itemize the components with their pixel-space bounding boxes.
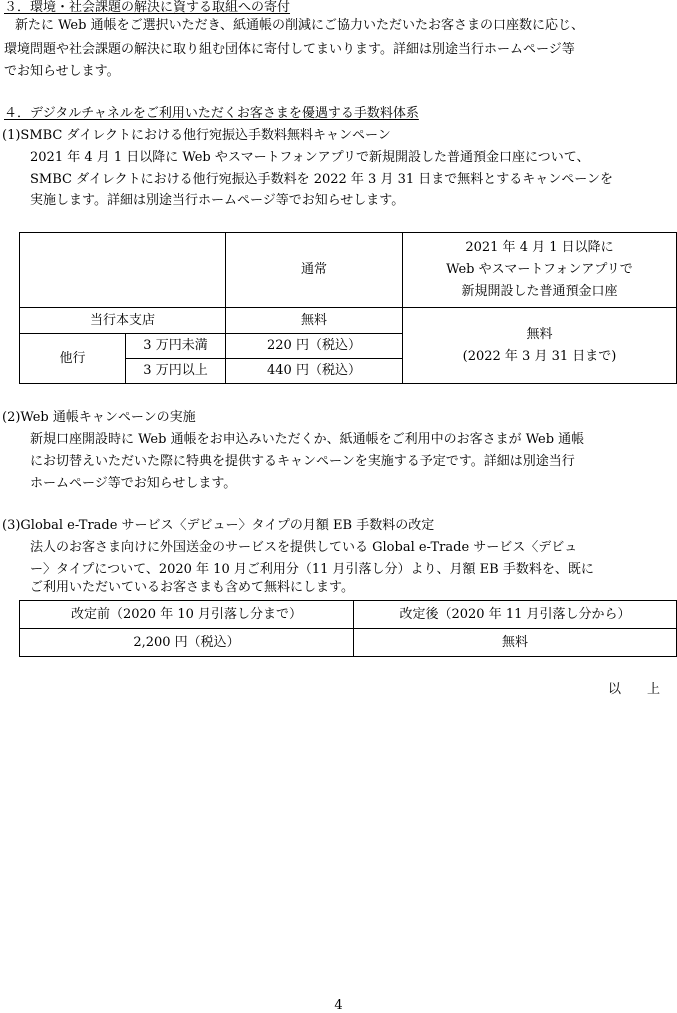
after-revision-value: 無料 [354,629,677,657]
sub1-paragraph-line-3: 実施します。詳細は別途当行ホームページ等でお知らせします。 [30,193,405,208]
sub1-paragraph-line-1: 2021 年 4 月 1 日以降に Web やスマートフォンアプリで新規開設した普通預金口座について、 [30,150,590,165]
section3-heading: ３．環境・社会課題の解決に資する取組への寄付 [4,0,291,15]
header-new-line-1: 2021 年 4 月 1 日以降に [465,240,614,255]
sub3-heading: (3)Global e-Trade サービス〈デビュー〉タイプの月額 EB 手数料の改定 [2,518,435,533]
eb-fee-table [19,600,677,657]
header-new-line-2: Web やスマートフォンアプリで [446,262,633,277]
section3-paragraph-line-1: 新たに Web 通帳をご選択いただき、紙通帳の削減にご協力いただいたお客さまの口座数に応じ、 [15,18,585,33]
section3-paragraph-line-3: でお知らせします。 [4,64,120,79]
table-corner-cell [20,233,226,308]
sub2-heading: (2)Web 通帳キャンペーンの実施 [2,410,196,425]
transfer-fee-table [19,232,677,384]
sub3-paragraph-line-1: 法人のお客さま向けに外国送金のサービスを提供している Global e-Trade サービス〈デビュ [30,540,578,555]
page-number: 4 [334,998,343,1013]
over-30k-fee: 440 円（税込） [226,359,403,384]
sub3-paragraph-line-3: ご利用いただいているお客さまも含めて無料にします。 [30,580,354,595]
sub1-heading: (1)SMBC ダイレクトにおける他行宛振込手数料無料キャンペーン [2,128,391,143]
campaign-fee-cell [403,308,677,384]
section3-paragraph-line-2: 環境問題や社会課題の解決に取り組む団体に寄付してまいります。詳細は別途当行ホームページ等 [4,42,575,57]
row-own-bank-fee: 無料 [226,308,403,334]
before-revision-header: 改定前（2020 年 10 月引落し分まで） [20,601,354,629]
over-30k-label: 3 万円以上 [126,359,226,384]
sub1-paragraph-line-2: SMBC ダイレクトにおける他行宛振込手数料を 2022 年 3 月 31 日まで無料とするキャンペーンを [30,172,614,187]
row-own-bank: 当行本支店 [20,308,226,334]
sub2-paragraph-line-1: 新規口座開設時に Web 通帳をお申込みいただくか、紙通帳をご利用中のお客さまが Web 通帳 [30,432,585,447]
under-30k-label: 3 万円未満 [126,334,226,359]
closing-text: 以 上 [608,682,661,697]
section4-heading: ４．デジタルチャネルをご利用いただくお客さまを優遇する手数料体系 [4,106,419,121]
sub3-paragraph-line-2: ー〉タイプについて、2020 年 10 月ご利用分（11 月引落し分）より、月額 EB 手数料を、既に [30,562,594,577]
header-normal: 通常 [226,233,403,308]
header-new-account [403,233,677,308]
campaign-fee-until: (2022 年 3 月 31 日まで) [462,348,617,364]
under-30k-fee: 220 円（税込） [226,334,403,359]
sub2-paragraph-line-2: にお切替えいただいた際に特典を提供するキャンペーンを実施する予定です。詳細は別途当行 [30,454,575,469]
campaign-fee-free: 無料 [526,326,553,342]
header-new-line-3: 新規開設した普通預金口座 [461,284,618,299]
after-revision-header: 改定後（2020 年 11 月引落し分から） [354,601,677,629]
before-revision-value: 2,200 円（税込） [20,629,354,657]
sub2-paragraph-line-3: ホームページ等でお知らせします。 [30,476,237,491]
row-other-bank: 他行 [20,334,126,384]
